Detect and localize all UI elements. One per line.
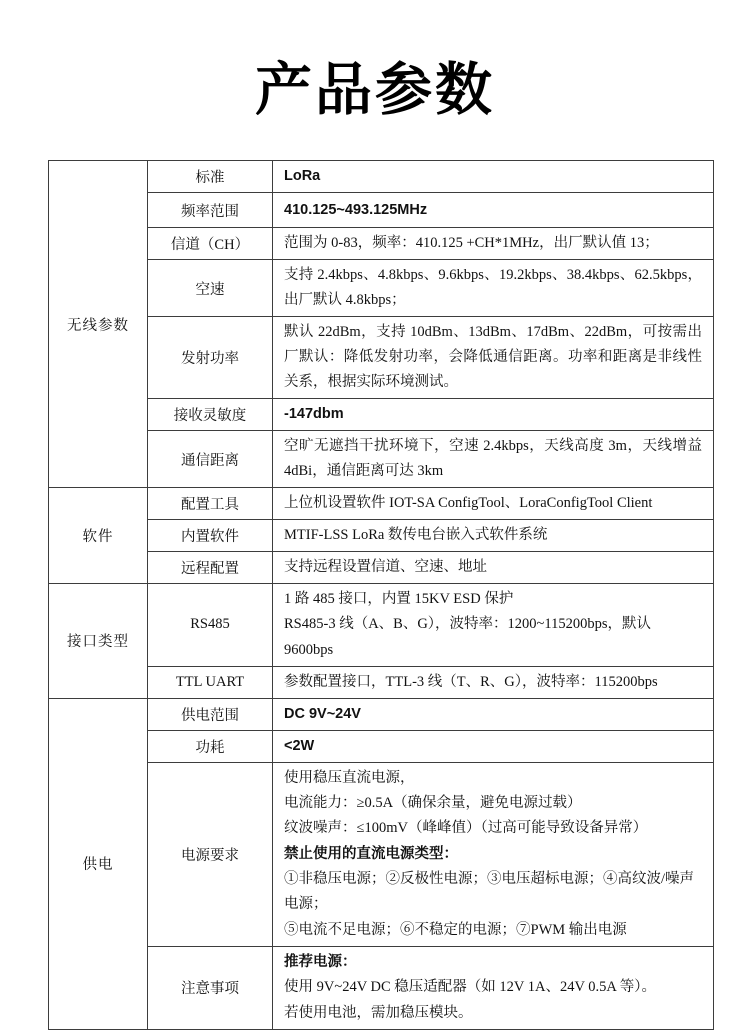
value-cell: 范围为 0-83，频率：410.125 +CH*1MHz，出厂默认值 13； <box>273 228 714 260</box>
table-row <box>49 317 714 399</box>
param-cell: 注意事项 <box>148 946 273 1029</box>
value-line: 使用稳压直流电源， <box>284 769 415 786</box>
table-row <box>49 161 714 193</box>
value-line: 禁止使用的直流电源类型： <box>284 845 458 862</box>
table-row <box>49 520 714 552</box>
param-cell: 通信距离 <box>148 431 273 488</box>
value-cell: 支持 2.4kbps、4.8kbps、9.6kbps、19.2kbps、38.4kbps、62.5kbps，出厂默认 4.8kbps； <box>273 260 714 317</box>
param-cell: TTL UART <box>148 666 273 698</box>
table-row <box>49 730 714 762</box>
category-cell-power: 供电 <box>49 698 148 1029</box>
value-cell: 410.125~493.125MHz <box>273 193 714 228</box>
value-cell: DC 9V~24V <box>273 698 714 730</box>
param-cell: 配置工具 <box>148 488 273 520</box>
table-row <box>49 399 714 431</box>
page-title: 产品参数 <box>255 58 495 122</box>
param-cell: 功耗 <box>148 730 273 762</box>
value-line: 1 路 485 接口，内置 15KV ESD 保护 <box>284 591 514 607</box>
value-cell: LoRa <box>273 161 714 193</box>
param-cell: 电源要求 <box>148 762 273 946</box>
value-cell: 默认 22dBm，支持 10dBm、13dBm、17dBm、22dBm，可按需出厂默认：降低发射功率，会降低通信距离。功率和距离是非线性关系，根据实际环境测试。 <box>273 317 714 399</box>
param-cell: 接收灵敏度 <box>148 399 273 431</box>
table-row <box>49 431 714 488</box>
param-cell: 远程配置 <box>148 552 273 584</box>
param-cell: 发射功率 <box>148 317 273 399</box>
value-cell <box>273 584 714 667</box>
table-row <box>49 584 714 667</box>
value-cell: 上位机设置软件 IOT-SA ConfigTool、LoraConfigTool Client <box>273 488 714 520</box>
table-row <box>49 260 714 317</box>
table-row <box>49 488 714 520</box>
category-cell-wireless: 无线参数 <box>49 161 148 488</box>
table-row <box>49 698 714 730</box>
table-row <box>49 193 714 228</box>
table-row <box>49 666 714 698</box>
value-cell: <2W <box>273 730 714 762</box>
value-line: 电流能力：≥0.5A（确保余量，避免电源过载） <box>284 795 582 812</box>
value-cell: 空旷无遮挡干扰环境下，空速 2.4kbps，天线高度 3m，天线增益 4dBi，通信距离可达 3km <box>273 431 714 488</box>
param-cell: RS485 <box>148 584 273 667</box>
param-cell: 内置软件 <box>148 520 273 552</box>
value-line: RS485-3 线（A、B、G），波特率：1200~115200bps，默认 9600bps <box>284 616 652 658</box>
value-line: 纹波噪声：≤100mV（峰峰值）（过高可能导致设备异常） <box>284 820 648 837</box>
value-cell: 支持远程设置信道、空速、地址 <box>273 552 714 584</box>
value-line: 若使用电池，需加稳压模块。 <box>284 1004 473 1021</box>
category-cell-interface: 接口类型 <box>49 584 148 699</box>
category-cell-software: 软件 <box>49 488 148 584</box>
value-line: ①非稳压电源；②反极性电源；③电压超标电源；④高纹波/噪声电源； <box>284 871 695 913</box>
value-cell: MTIF-LSS LoRa 数传电台嵌入式软件系统 <box>273 520 714 552</box>
value-cell <box>273 762 714 946</box>
table-row <box>49 762 714 946</box>
value-cell: 参数配置接口，TTL-3 线（T、R、G），波特率：115200bps <box>273 666 714 698</box>
param-cell: 频率范围 <box>148 193 273 228</box>
param-cell: 信道（CH） <box>148 228 273 260</box>
param-cell: 空速 <box>148 260 273 317</box>
value-cell <box>273 946 714 1029</box>
param-cell: 标准 <box>148 161 273 193</box>
table-row <box>49 946 714 1029</box>
param-cell: 供电范围 <box>148 698 273 730</box>
value-cell: -147dbm <box>273 399 714 431</box>
table-row <box>49 552 714 584</box>
table-row <box>49 228 714 260</box>
value-line: ⑤电流不足电源；⑥不稳定的电源；⑦PWM 输出电源 <box>284 921 627 938</box>
value-line: 推荐电源： <box>284 953 357 970</box>
spec-table <box>48 160 714 1030</box>
value-line: 使用 9V~24V DC 稳压适配器（如 12V 1A、24V 0.5A 等）。 <box>284 979 656 996</box>
